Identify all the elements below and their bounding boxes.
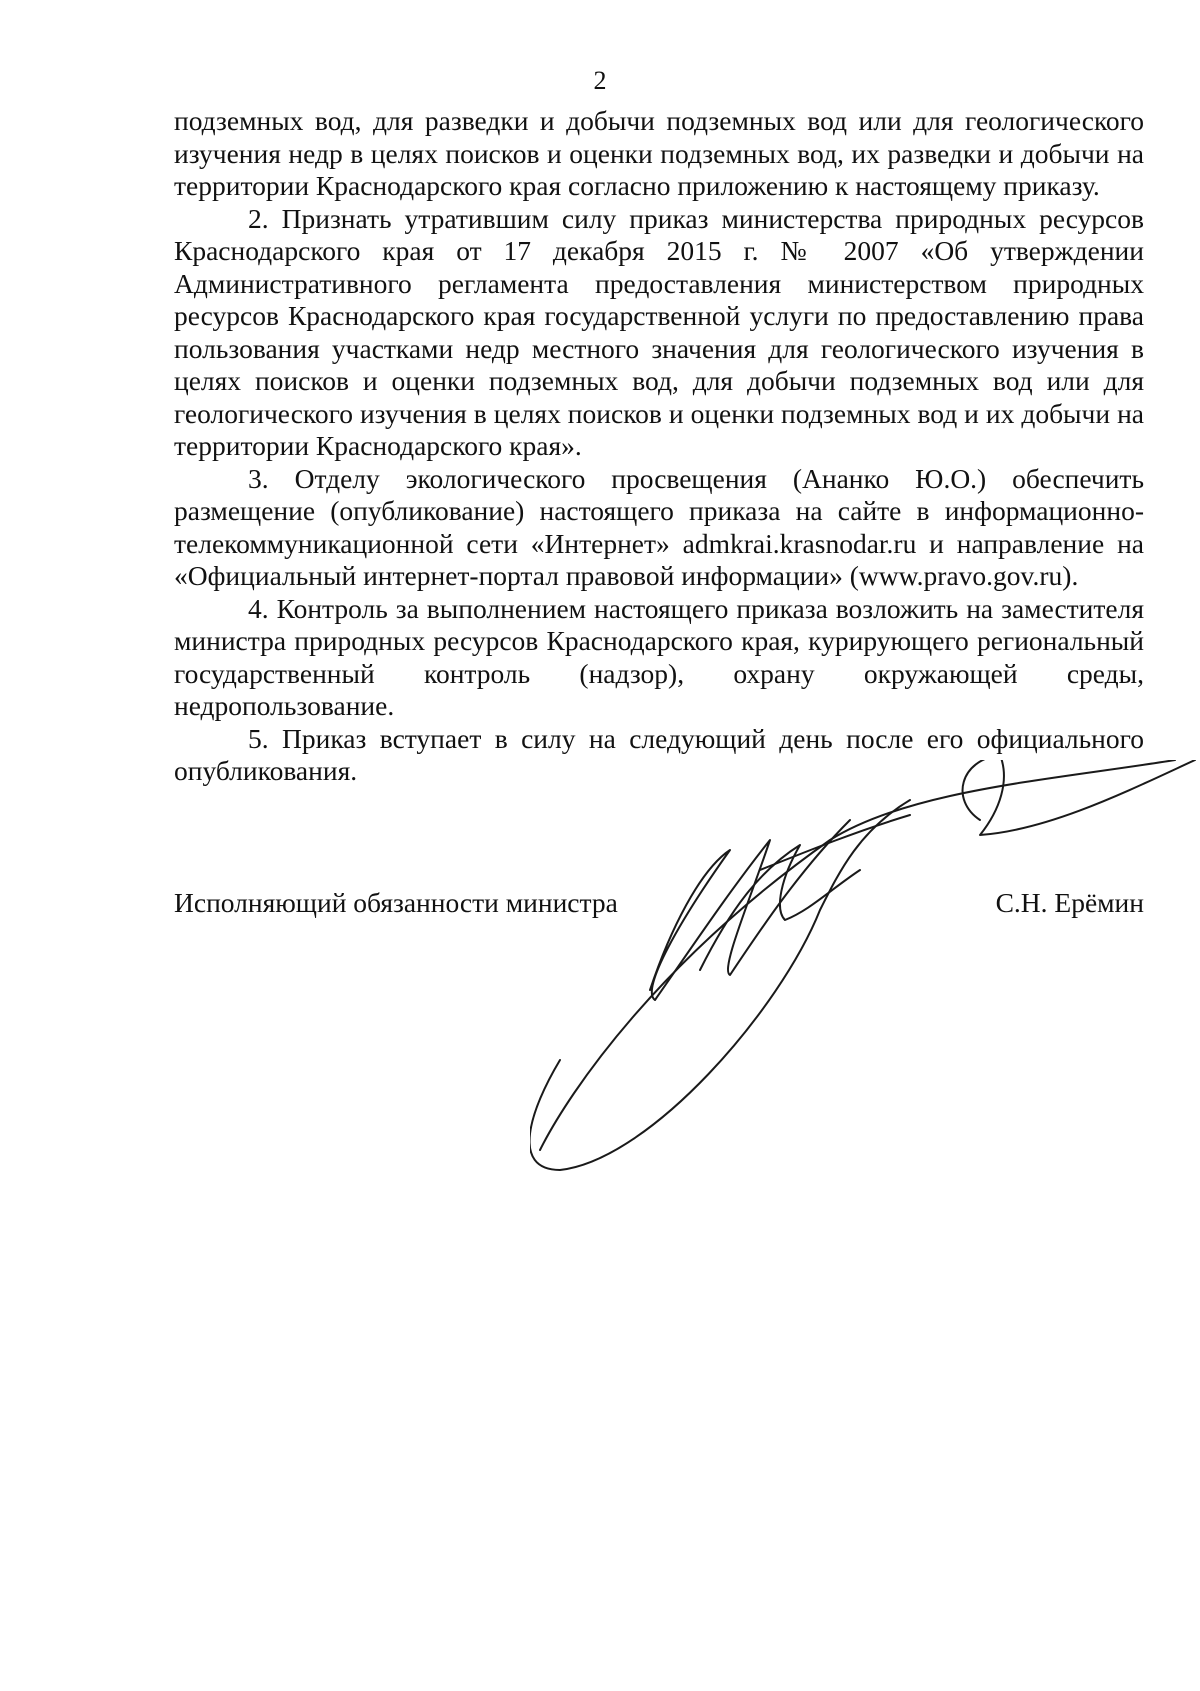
signer-name: С.Н. Ерёмин bbox=[995, 887, 1144, 918]
signature-stroke-hooks bbox=[700, 845, 860, 970]
signature-stroke-loop bbox=[530, 800, 910, 1170]
paragraph-1-continuation: подземных вод, для разведки и добычи подземных вод или для геологического изучения недр в целях поисков и оценки подземных вод, их разведки и добычи на территории Краснодарского края согласно приложению к настоящему приказу. bbox=[174, 105, 1144, 201]
signature-stroke-flourish bbox=[963, 760, 1195, 835]
signature-stroke-connector bbox=[760, 815, 910, 870]
paragraph-3-publication: 3. Отделу экологического просвещения (Ананко Ю.О.) обеспечить размещение (опубликование) настоящего приказа на сайте в информационно-телекоммуникационной сети «Интернет» admkrai.krasnodar.ru и направление на «Официальный интернет-портал правовой информации» (www.pravo.gov.ru). bbox=[174, 462, 1144, 591]
paragraph-4-control: 4. Контроль за выполнением настоящего приказа возложить на заместителя министра природных ресурсов Краснодарского края, курирующего региональный государственный контроль (надзор), охрану окружающей среды, недропользование. bbox=[174, 592, 1144, 721]
page-number: 2 bbox=[593, 66, 607, 95]
document-body bbox=[174, 105, 1144, 788]
signature-stroke-tail bbox=[540, 760, 1175, 1150]
signer-position: Исполняющий обязанности министра bbox=[174, 887, 618, 918]
paragraph-2-repeal: 2. Признать утратившим силу приказ министерства природных ресурсов Краснодарского края от 17 декабря 2015 г. № 2007 «Об утверждении Административного регламента предоставления министерством природных ресурсов Краснодарского края государственной услуги по предоставлению права пользования участками недр местного значения для геологического изучения в целях поисков и оценки подземных вод, для добычи подземных вод или для геологического изучения в целях поисков и оценки подземных вод и их добычи на территории Краснодарского края». bbox=[174, 202, 1144, 461]
paragraph-5-effective-date: 5. Приказ вступает в силу на следующий день после его официального опубликования. bbox=[174, 722, 1144, 786]
handwritten-signature-icon bbox=[530, 760, 1200, 1180]
